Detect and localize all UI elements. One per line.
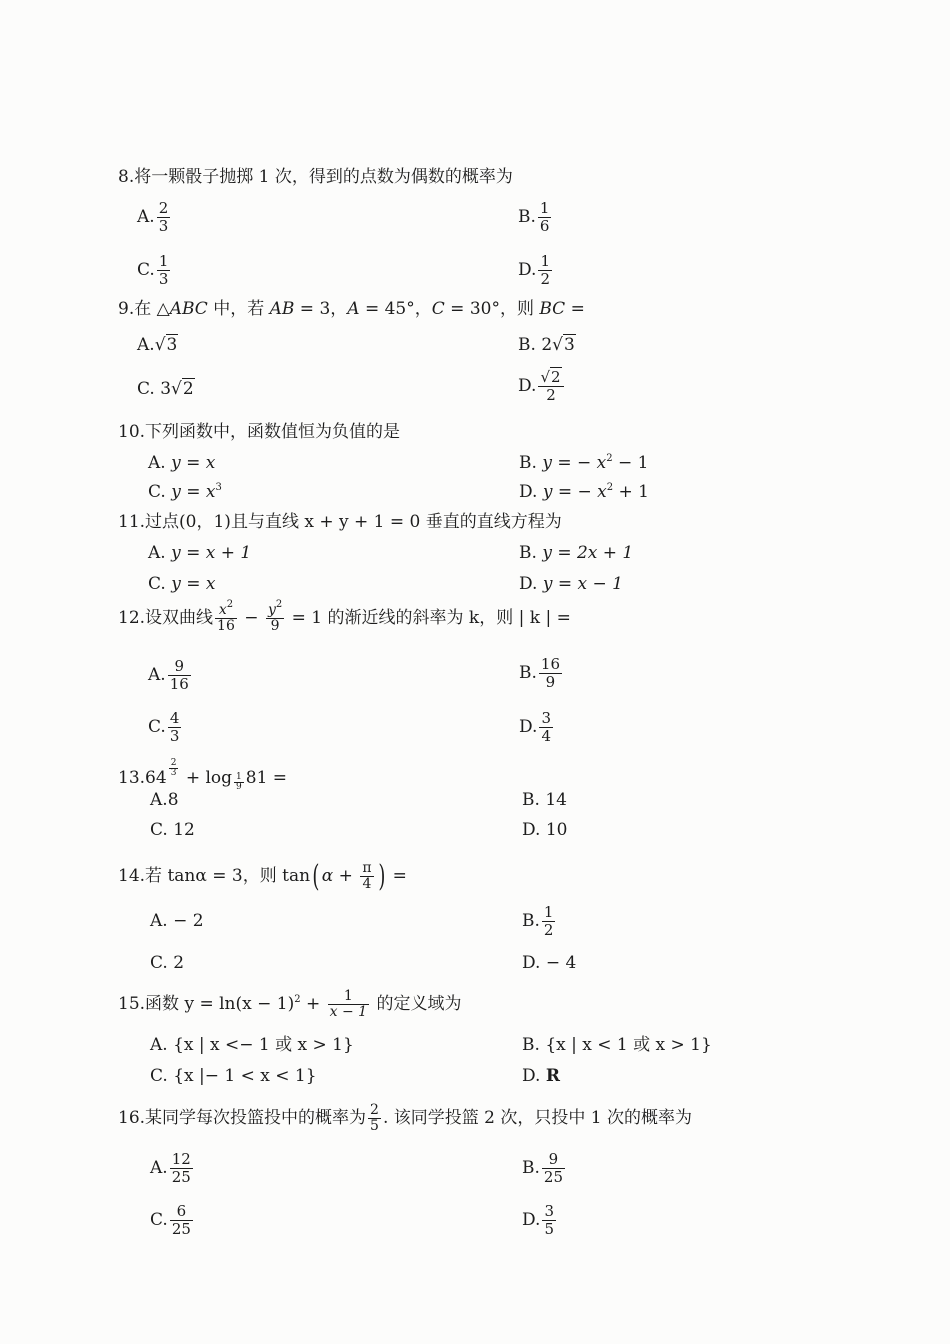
fraction: $\frac{x^2}{16}$ [217, 599, 235, 634]
q15-option-d: D. R [522, 1066, 560, 1086]
question-13: 13.64 $\frac{2}{3}$ + log $\frac{1}{9}$ 81 = [118, 758, 288, 792]
q10-option-c: C. $y = x^3$ [148, 482, 222, 502]
q14-option-a: A. − 2 [150, 911, 204, 931]
question-9: 9.在 △ABC 中，若 AB = 3，A = 45°，C = 30°，则 BC = [118, 299, 585, 319]
q10-option-b: B. y = − $x^2 - 1$ [519, 453, 649, 473]
radicand: 3 [563, 335, 575, 355]
fraction: $\frac{y^2}{9}$ [267, 599, 283, 634]
question-stem: 将一颗骰子抛掷 1 次，得到的点数为偶数的概率为 [134, 167, 513, 187]
q8-option-a: A. $\frac{2}{3}$ [137, 199, 169, 235]
q10-option-a: A. y = x [148, 453, 216, 473]
q11-option-a: A. y = x + 1 [148, 543, 252, 563]
q9-option-d: D. $\frac{√2}{2}$ [518, 369, 566, 404]
q11-option-b: B. y = 2x + 1 [519, 543, 634, 563]
question-10: 10.下列函数中，函数值恒为负值的是 [118, 422, 401, 442]
q16-option-a: A. $\frac{12}{25}$ [150, 1150, 191, 1186]
q10-option-d: D. y = − $x^2 + 1$ [519, 482, 649, 502]
question-15: 15.函数 $y = \ln(x - 1)^2$ + $\frac{1}{x - 1}$ 的定义域为 [118, 988, 462, 1020]
q16-option-d: D. $\frac{3}{5}$ [522, 1202, 554, 1238]
fraction: $\frac{2}{3}$ [158, 199, 169, 235]
fraction: $\frac{1}{x - 1}$ [329, 988, 368, 1020]
q11-option-c: C. y = x [148, 574, 216, 594]
q8-option-c: C. $\frac{1}{3}$ [137, 252, 169, 288]
q12-option-c: C. $\frac{4}{3}$ [148, 709, 180, 745]
q14-option-d: D. − 4 [522, 953, 577, 973]
q12-option-b: B. $\frac{16}{9}$ [519, 655, 560, 691]
radicand: 2 [182, 379, 194, 399]
q14-option-b: B. $\frac{1}{2}$ [522, 903, 554, 939]
q9-option-a: A.√3 [137, 335, 178, 355]
q8-option-d: D. $\frac{1}{2}$ [518, 252, 550, 288]
log-base-fraction: $\frac{1}{9}$ [236, 772, 242, 792]
exponent-fraction: $\frac{2}{3}$ [170, 758, 177, 778]
q9-option-b: B. 2√3 [518, 335, 575, 355]
q13-option-b: B. 14 [522, 790, 567, 810]
question-14: 14.若 tanα = 3，则 tan( α + $\frac{\pi}{4}$ ) = [118, 858, 407, 894]
q15-option-c: C. {x |− 1 < x < 1} [150, 1066, 317, 1086]
q12-option-d: D. $\frac{3}{4}$ [519, 709, 551, 745]
fraction: $\frac{1}{6}$ [539, 199, 550, 235]
q8-option-b: B. $\frac{1}{6}$ [518, 199, 550, 235]
fraction: $\frac{1}{3}$ [158, 252, 169, 288]
fraction: $\frac{2}{5}$ [370, 1102, 379, 1134]
q16-option-b: B. $\frac{9}{25}$ [522, 1150, 563, 1186]
q14-option-c: C. 2 [150, 953, 185, 973]
q11-option-d: D. y = x − 1 [519, 574, 623, 594]
radicand: 3 [166, 335, 178, 355]
question-12: 12.设双曲线 $\frac{x^2}{16}$ − $\frac{y^2}{9}$ = 1 的渐近线的斜率为 k，则 | k | = [118, 599, 571, 634]
q13-option-a: A.8 [150, 790, 179, 810]
question-8 [118, 166, 513, 188]
question-16: 16.某同学每次投篮投中的概率为 $\frac{2}{5}$ . 该同学投篮 2 次，只投中 1 次的概率为 [118, 1102, 693, 1134]
fraction: $\frac{\pi}{4}$ [362, 860, 372, 892]
q13-option-c: C. 12 [150, 820, 195, 840]
q15-option-a: A. {x | x <− 1 或 x > 1} [150, 1035, 354, 1055]
q9-option-c: C. 3√2 [137, 379, 194, 399]
question-11: 11.过点(0，1)且与直线 x + y + 1 = 0 垂直的直线方程为 [118, 512, 562, 532]
q16-option-c: C. $\frac{6}{25}$ [150, 1202, 191, 1238]
fraction: $\frac{√2}{2}$ [538, 369, 563, 404]
q15-option-b: B. {x | x < 1 或 x > 1} [522, 1035, 712, 1055]
q12-option-a: A. $\frac{9}{16}$ [148, 657, 189, 693]
question-number: 8. [118, 167, 135, 187]
fraction: $\frac{1}{2}$ [540, 252, 550, 288]
q13-option-d: D. 10 [522, 820, 568, 840]
